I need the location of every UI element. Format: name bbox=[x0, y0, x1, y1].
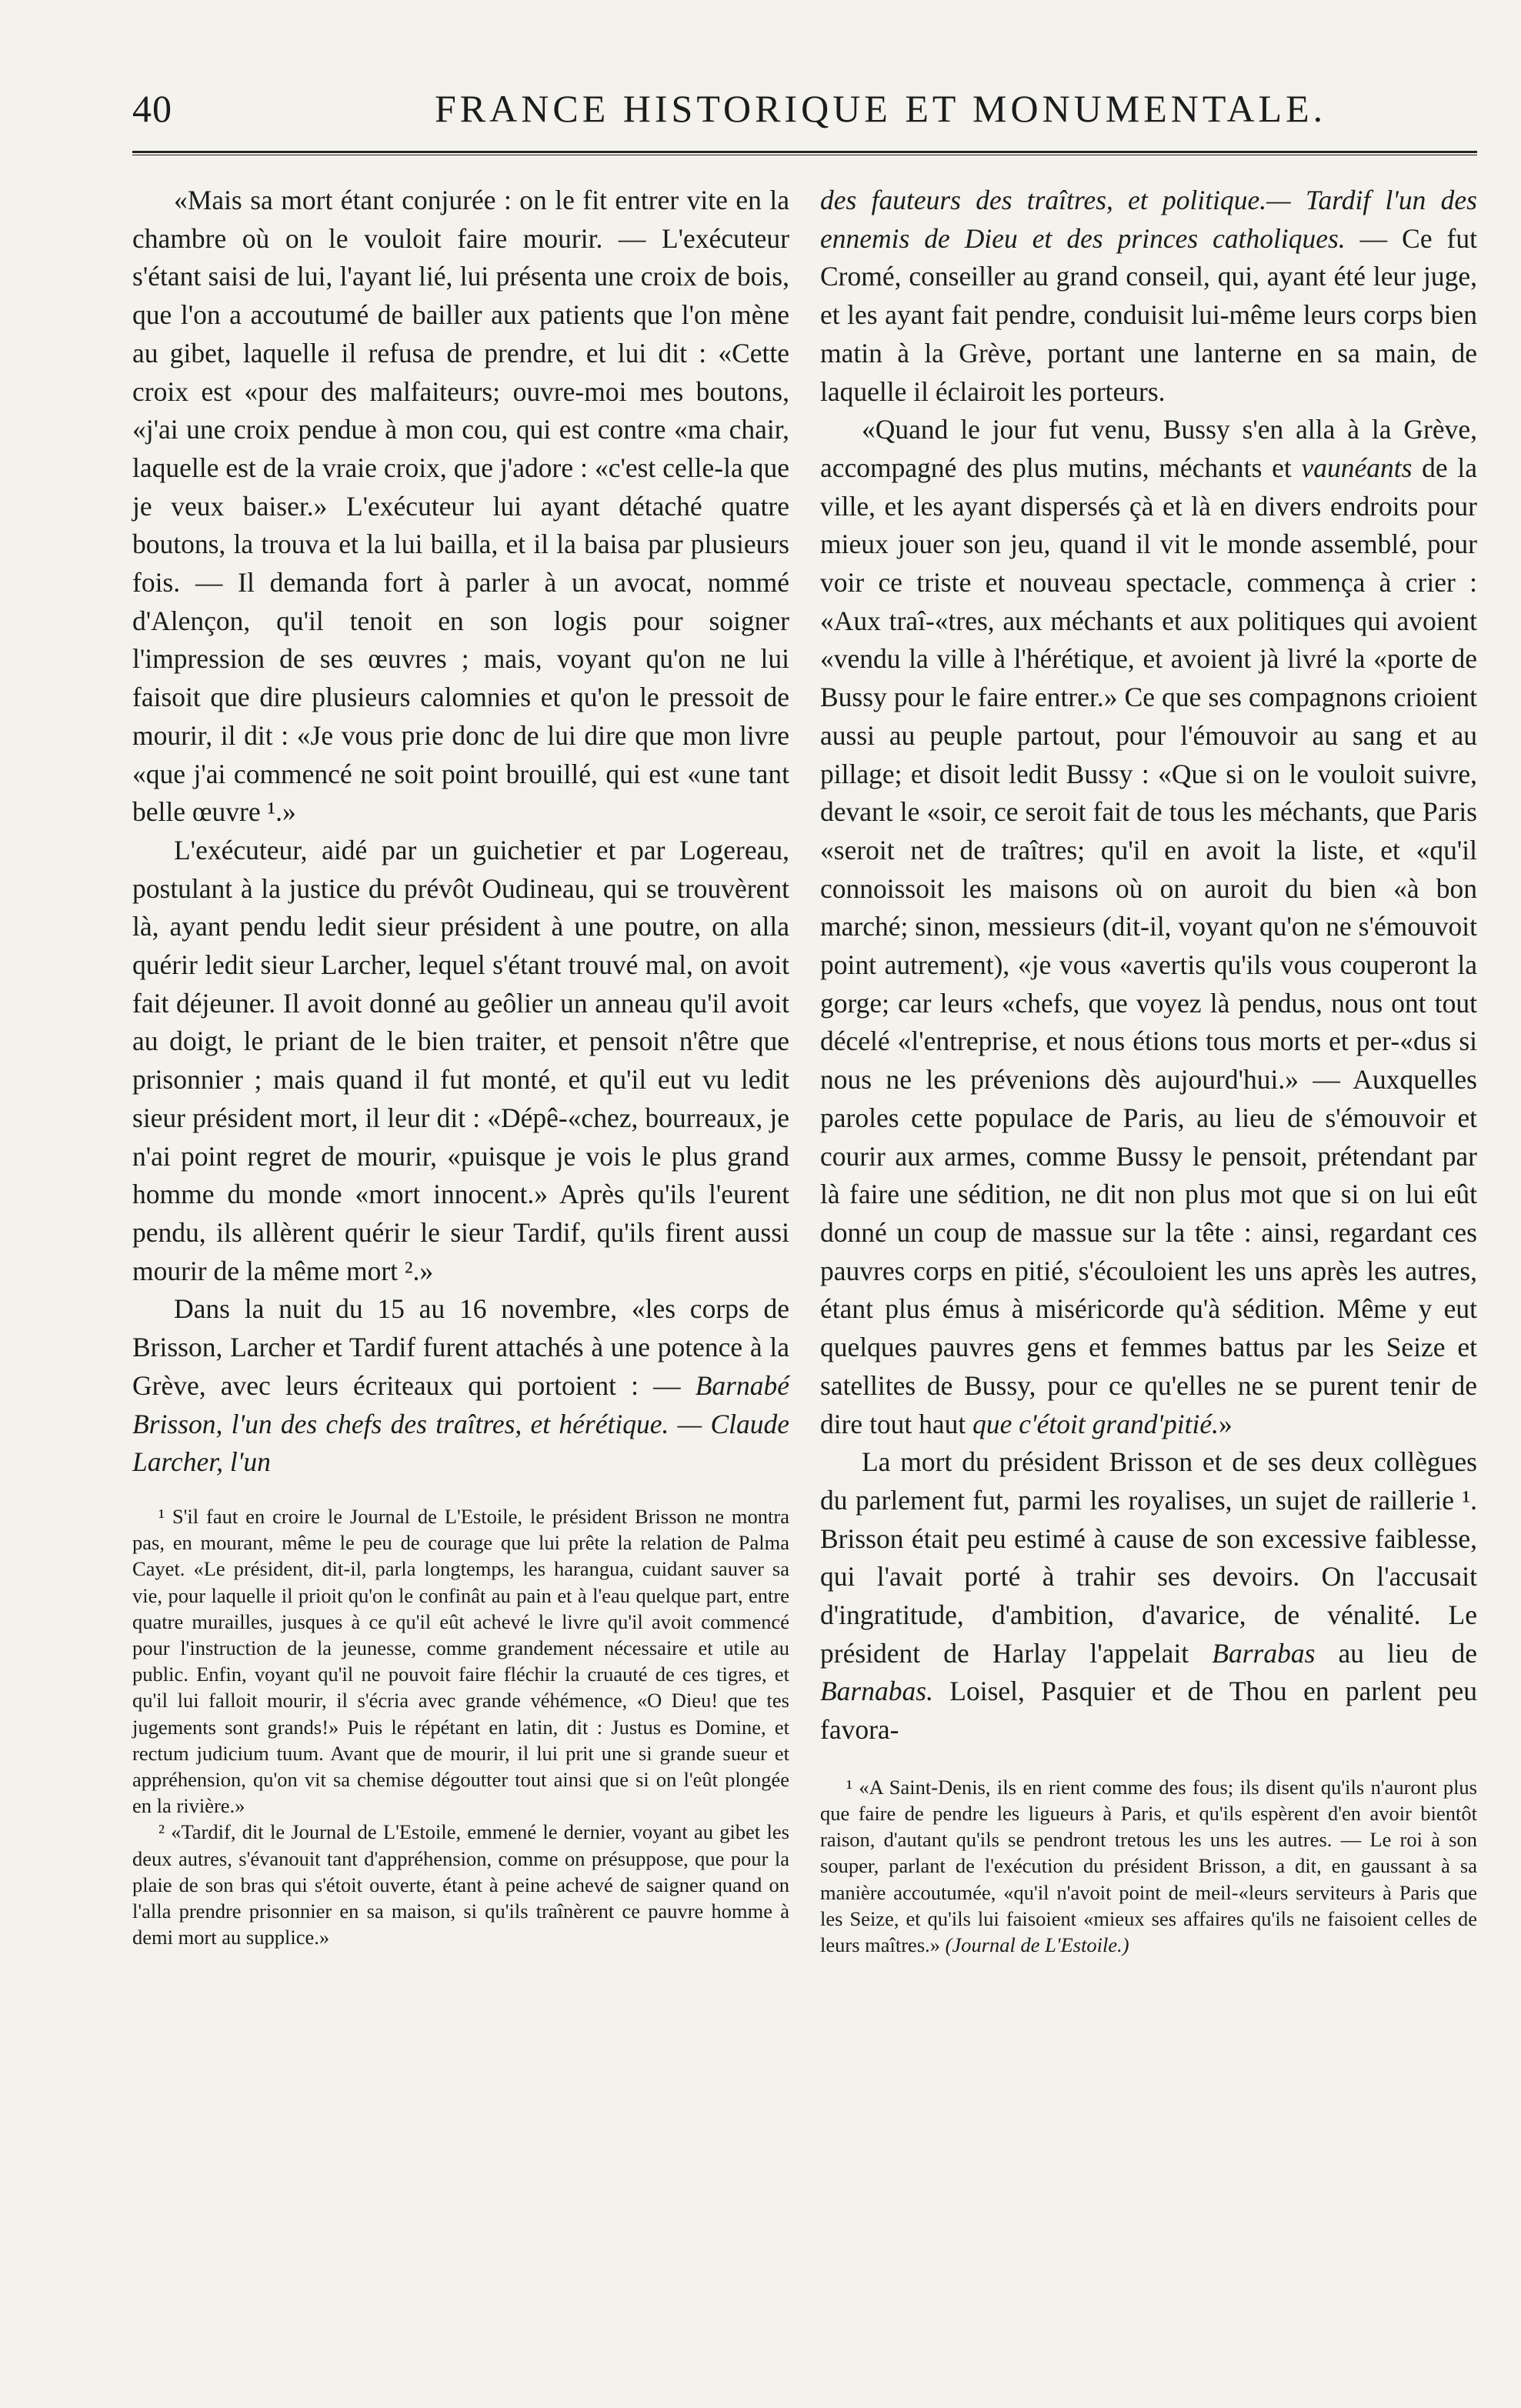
right-paragraph-3-mid: au lieu de bbox=[1338, 1637, 1477, 1669]
right-footnote-1 bbox=[820, 1774, 1477, 1958]
right-footnote-1-text: ¹ «A Saint-Denis, ils en rient comme des fous; ils disent qu'ils n'auront plus que faire de pendre les ligueurs à Paris, et qu'ils espèrent d'en avoir bientôt raison, d'autant qu'ils se pendront tretous les uns les autres. — Le roi à son souper, parlant de l'exécution du président Brisson, a dit, en gaussant à sa manière accoutumée, «qu'il n'avoit point de meil-«leurs serviteurs à Paris que les Seize, et qu'ils lui faisoient «mieux ses affaires qu'ils ne faisoient celles de leurs maîtres.» bbox=[820, 1775, 1477, 1957]
right-paragraph-3-text: La mort du président Brisson et de ses deux collègues du parlement fut, parmi les royalises, un sujet de raillerie ¹. Brisson était peu estimé à cause de son excessive faiblesse, qui l'avait porté à trahir ses devoirs. On l'accusait d'ingratitude, d'ambition, d'avarice, de vénalité. Le président de Harlay l'appelait bbox=[820, 1446, 1477, 1669]
left-column bbox=[132, 182, 789, 1950]
right-paragraph-3-end: Loisel, Pasquier et de Thou en parlent peu favora- bbox=[820, 1676, 1478, 1746]
left-paragraph-3 bbox=[132, 1290, 789, 1482]
right-paragraph-2-end-italic: que c'étoit grand'pitié. bbox=[972, 1408, 1219, 1439]
right-paragraph-1 bbox=[820, 182, 1477, 411]
right-footnote-1-source: (Journal de L'Estoile.) bbox=[945, 1933, 1129, 1957]
right-paragraph-2-close: » bbox=[1219, 1408, 1232, 1439]
header-rule bbox=[132, 151, 1477, 157]
right-paragraph-1-italic: des fauteurs des traîtres, et politique.— Tardif l'un des ennemis de Dieu et des princes catholiques. bbox=[820, 185, 1477, 254]
left-paragraph-3-text: Dans la nuit du 15 au 16 novembre, «les corps de Brisson, Larcher et Tardif furent attachés à une potence à la Grève, avec leurs écriteaux qui portoient : — bbox=[132, 1293, 789, 1401]
right-paragraph-3 bbox=[820, 1443, 1477, 1749]
right-paragraph-3-italic-1: Barrabas bbox=[1212, 1637, 1316, 1669]
left-footnotes bbox=[132, 1503, 789, 1950]
right-paragraph-1-text: — Ce fut Cromé, conseiller au grand conseil, qui, ayant été leur juge, et les ayant fait pendre, conduisit lui-même leurs corps bien matin à la Grève, portant une lanterne en sa main, de laquelle il éclairoit les porteurs. bbox=[820, 222, 1477, 407]
left-paragraph-1: «Mais sa mort étant conjurée : on le fit entrer vite en la chambre où on le vouloit faire mourir. — L'exécuteur s'étant saisi de lui, l'ayant lié, lui présenta une croix de bois, que l'on a accoutumé de bailler aux patients que l'on mène au gibet, laquelle il refusa de prendre, et lui dit : «Cette croix est «pour des malfaiteurs; ouvre-moi mes boutons, «j'ai une croix pendue à mon cou, qui est contre «ma chair, laquelle est de la vraie croix, que j'adore : «c'est celle-la que je veux baiser.» L'exécuteur lui ayant détaché quatre boutons, la trouva et la lui bailla, et il la baisa par plusieurs fois. — Il demanda fort à parler à un avocat, nommé d'Alençon, qu'il tenoit en son logis pour soigner l'impression de ses œuvres ; mais, voyant qu'on ne lui faisoit que dire plusieurs calomnies et qu'on le pressoit de mourir, il dit : «Je vous prie donc de lui dire que mon livre «que j'ai commencé ne soit point brouillé, qui est «une tant belle œuvre ¹.» bbox=[132, 185, 789, 828]
right-paragraph-2-italic: vaunéants bbox=[1301, 452, 1413, 483]
footnote-1: ¹ S'il faut en croire le Journal de L'Estoile, le président Brisson ne montra pas, en mourant, même le peu de courage que lui prête la relation de Palma Cayet. «Le président, dit-il, parla longtemps, les harangua, cuidant sauver sa vie, pour laquelle il prioit qu'on le confinât au pain et à l'eau quelque part, entre quatre murailles, jusques à ce qu'il eût achevé le livre qu'il avoit commencé pour l'instruction de la jeunesse, comme grandement nécessaire et utile au public. Enfin, voyant qu'il ne pouvoit faire fléchir la cruauté de ces tigres, et qu'il lui falloit mourir, il s'écria avec grande véhémence, «O Dieu! que tes jugements sont grands!» Puis le répétant en latin, dit : Justus es Domine, et rectum judicium tuum. Avant que de mourir, il lui prit une si grande sueur et appréhension, qu'on vit sa chemise dégoutter tout ainsi que si on l'eût plongée en la rivière.» bbox=[132, 1504, 789, 1818]
right-footnotes bbox=[820, 1774, 1477, 1958]
footnote-2: ² «Tardif, dit le Journal de L'Estoile, emmené le dernier, voyant au gibet les deux autres, s'évanouit tant d'appréhension, comme on présuppose, que pour la plaie de son bras qui s'étoit ouverte, étant à peine achevé de saigner quand on l'alla prendre prisonnier en sa maison, si qu'ils traînèrent ce pauvre homme à demi mort au supplice.» bbox=[132, 1820, 789, 1949]
page-number: 40 bbox=[132, 87, 172, 130]
left-paragraph-3-italic: Barnabé Brisson, l'un des chefs des traîtres, et hérétique. — Claude Larcher, l'un bbox=[132, 1369, 790, 1478]
right-paragraph-2 bbox=[820, 411, 1477, 1443]
left-paragraph-2: L'exécuteur, aidé par un guichetier et par Logereau, postulant à la justice du prévôt Oudineau, qui se trouvèrent là, ayant pendu ledit sieur président à une poutre, on alla quérir ledit sieur Larcher, lequel s'étant trouvé mal, on avoit fait déjeuner. Il avoit donné au geôlier un anneau qu'il avoit au doigt, le priant de le bien traiter, et pensoit n'être que prisonnier ; mais quand il fut monté, et qu'il eut vu ledit sieur président mort, il leur dit : «Dépê-«chez, bourreaux, je n'ai point regret de mourir, «puisque je vois le plus grand homme du monde «mort innocent.» Après qu'ils l'eurent pendu, ils allèrent quérir le sieur Tardif, qu'ils firent aussi mourir de la même mort ².» bbox=[132, 834, 789, 1286]
right-paragraph-3-italic-2: Barnabas. bbox=[820, 1676, 933, 1707]
right-column bbox=[820, 182, 1477, 1958]
running-title: FRANCE HISTORIQUE ET MONUMENTALE. bbox=[435, 87, 1327, 130]
right-paragraph-2-start: «Quand le jour fut venu, Bussy s'en alla à la Grève, accompagné des plus mutins, méchants et bbox=[820, 414, 1477, 483]
right-paragraph-2-text: de la ville, et les ayant dispersés çà et là en divers endroits pour mieux jouer son jeu, quand il vit le monde assemblé, pour voir ce triste et nouveau spectacle, commença à crier : «Aux traî-«tres, aux méchants et aux politiques qui avoient «vendu la ville à l'hérétique, et avoient jà livré la «porte de Bussy pour le faire entrer.» Ce que ses compagnons crioient aussi au peuple partout, pour l'émouvoir au sang et au pillage; et disoit ledit Bussy : «Que si on le vouloit suivre, devant le «soir, ce seroit fait de tous les méchants, que Paris «seroit net de traîtres; qu'il en avoit la liste, et «qu'il connoissoit les maisons où on auroit du bien «à bon marché; sinon, messieurs (dit-il, voyant qu'on ne s'émouvoit point autrement), «je vous «avertis qu'ils vous couperont la gorge; car leurs «chefs, que voyez là pendus, nous ont tout décelé «l'entreprise, et nous étions tous morts et per-«dus si nous ne les prévenions dès aujourd'hui.» — Auxquelles paroles cette populace de Paris, au lieu de s'émouvoir et courir aux armes, comme Bussy le pensoit, prétendant par là faire une sédition, ne dit non plus mot que si on lui eût donné un coup de massue sur la tête : ainsi, regardant ces pauvres corps en pitié, s'écouloient les uns après les autres, étant plus émus à miséricorde qu'à sédition. Même y eut quelques pauvres gens et femmes battus par les Seize et satellites de Bussy, pour ce qu'elles ne se purent tenir de dire tout haut bbox=[820, 452, 1478, 1439]
